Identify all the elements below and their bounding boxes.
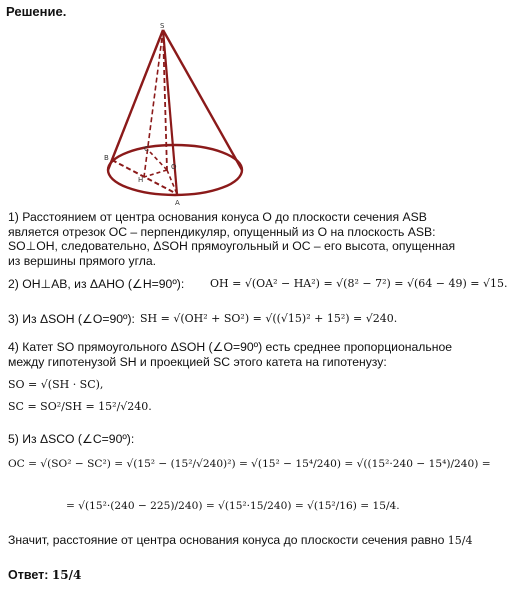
segment-OC — [150, 152, 167, 170]
answer-value: 15/4 — [51, 568, 82, 582]
label-A: A — [175, 199, 180, 207]
cone-figure — [95, 20, 255, 210]
label-H: H — [138, 176, 144, 184]
oc-formula-line-1: OC = √(SO² − SC²) = √(15² − (15²/√240)²) = √(15² − 15⁴/240) = √((15²·240 − 15⁴)/240) = — [8, 458, 491, 470]
paragraph-4: 4) Катет SO прямоугольного ΔSOH (∠O=90º) есть среднее пропорциональное между гипотенузой SH и проекцией SC этого катета на гипотенузу: — [8, 340, 453, 369]
step-3-text: 3) Из ΔSOH (∠O=90º): — [8, 312, 135, 326]
step-2-formula: OH = √(OA² − HA²) = √(8² − 7²) = √(64 − 49) = √15. — [210, 277, 508, 290]
segment-OH — [144, 170, 167, 177]
label-B: B — [104, 154, 109, 162]
conclusion-text: Значит, расстояние от центра основания конуса до плоскости сечения равно 15/4 — [8, 533, 473, 547]
step-3-formula: SH = √(OH² + SO²) = √((√15)² + 15²) = √240. — [140, 312, 398, 325]
label-O: O — [171, 163, 177, 171]
label-S: S — [160, 22, 165, 30]
answer — [8, 568, 81, 582]
paragraph-1: 1) Расстоянием от центра основания конуса О до плоскости сечения ASB является отрезок ОС – перпендикуляр, опущенный из О на плоскость ASB: SO⊥OH, следовательно, ΔSOH прямоугольный и ОС – его высота, опущенная из вершины прямого угла. — [8, 210, 456, 268]
label-C: C — [144, 145, 149, 153]
so-equation: SO = √(SH · SC), — [8, 378, 104, 391]
step-2-text: 2) OH⊥AB, из ΔAHO (∠H=90º): — [8, 277, 185, 291]
sc-equation: SC = SO²/SH = 15²/√240. — [8, 400, 152, 413]
answer-label: Ответ: — [8, 568, 49, 582]
cone-right-edge — [163, 30, 242, 170]
step-5-text: 5) Из ΔSCO (∠C=90º): — [8, 432, 135, 446]
conclusion-value: 15/4 — [447, 534, 473, 547]
solution-heading: Решение. — [6, 4, 67, 19]
oc-formula-line-2: = √(15²·(240 − 225)/240) = √(15²·15/240) = √(15²/16) = 15/4. — [66, 500, 400, 512]
